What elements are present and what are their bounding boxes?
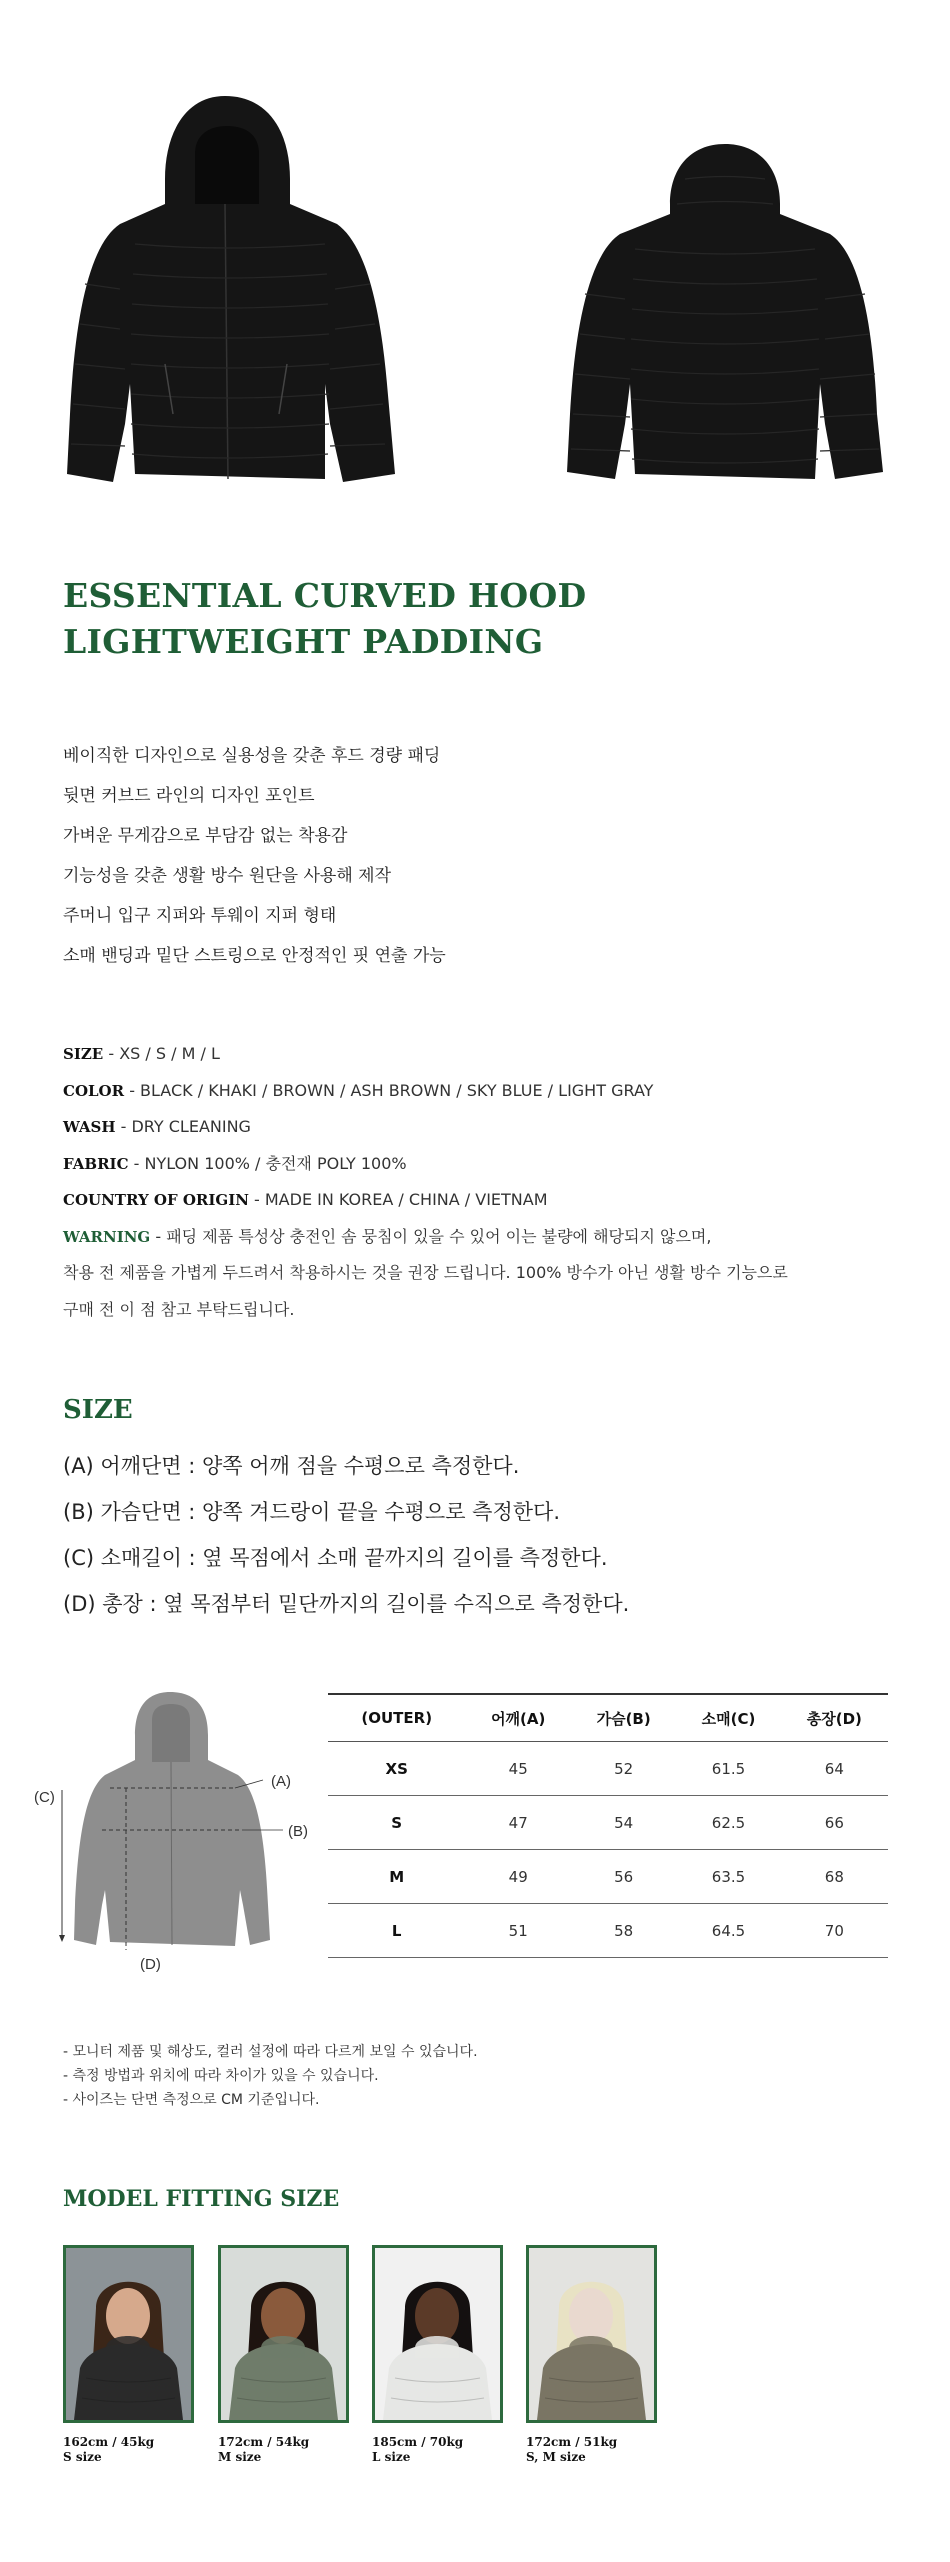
table-header: 가슴(B) bbox=[571, 1694, 676, 1742]
measurement-line: (D) 총장 : 옆 목점부터 밑단까지의 길이를 수직으로 측정한다. bbox=[63, 1592, 630, 1616]
model-photo bbox=[63, 2245, 194, 2423]
size-heading: SIZE bbox=[63, 1395, 133, 1425]
spec-value: - BLACK / KHAKI / BROWN / ASH BROWN / SKY BLUE / LIGHT GRAY bbox=[129, 1080, 654, 1100]
spec-warning bbox=[63, 1219, 788, 1256]
product-specs bbox=[63, 1036, 788, 1328]
model-caption bbox=[526, 2435, 657, 2465]
model-photo bbox=[526, 2245, 657, 2423]
table-header: 어깨(A) bbox=[465, 1694, 571, 1742]
table-cell: 56 bbox=[571, 1850, 676, 1904]
model-stats: 172cm / 54kg bbox=[218, 2435, 310, 2449]
model-size: S, M size bbox=[526, 2450, 586, 2464]
table-header-row bbox=[328, 1694, 888, 1742]
table-header: 소매(C) bbox=[676, 1694, 780, 1742]
label-b: (B) bbox=[288, 1823, 308, 1840]
product-images bbox=[25, 84, 925, 504]
jacket-front-back-image bbox=[25, 84, 925, 504]
model-card bbox=[526, 2245, 657, 2465]
model-card bbox=[63, 2245, 194, 2465]
size-table bbox=[328, 1693, 888, 1958]
description-line: 뒷면 커브드 라인의 디자인 포인트 bbox=[63, 786, 315, 806]
model-caption bbox=[63, 2435, 194, 2465]
model-stats: 185cm / 70kg bbox=[372, 2435, 464, 2449]
table-cell: 61.5 bbox=[676, 1742, 780, 1796]
size-label-cell: XS bbox=[328, 1742, 465, 1796]
table-cell: 52 bbox=[571, 1742, 676, 1796]
size-label-cell: S bbox=[328, 1796, 465, 1850]
spec-label: COLOR bbox=[63, 1081, 125, 1100]
model-stats: 172cm / 51kg bbox=[526, 2435, 618, 2449]
size-notes bbox=[63, 2040, 478, 2112]
measurement-line: (C) 소매길이 : 옆 목점에서 소매 끝까지의 길이를 측정한다. bbox=[63, 1546, 608, 1570]
spec-label: COUNTRY OF ORIGIN bbox=[63, 1191, 249, 1209]
table-header: 총장(D) bbox=[781, 1694, 888, 1742]
model-photo bbox=[372, 2245, 503, 2423]
jacket-diagram-image bbox=[30, 1690, 330, 1980]
model-caption bbox=[218, 2435, 349, 2465]
table-cell: 54 bbox=[571, 1796, 676, 1850]
table-row bbox=[328, 1850, 888, 1904]
spec-fabric bbox=[63, 1146, 788, 1183]
measurement-line: (A) 어깨단면 : 양쪽 어깨 점을 수평으로 측정한다. bbox=[63, 1454, 520, 1478]
table-cell: 64.5 bbox=[676, 1904, 780, 1958]
measurement-line: (B) 가슴단면 : 양쪽 겨드랑이 끝을 수평으로 측정한다. bbox=[63, 1500, 560, 1524]
model-fitting-heading: MODEL FITTING SIZE bbox=[63, 2186, 340, 2212]
spec-label: WASH bbox=[63, 1118, 116, 1136]
model-stats: 162cm / 45kg bbox=[63, 2435, 155, 2449]
table-cell: 63.5 bbox=[676, 1850, 780, 1904]
spec-value: - 패딩 제품 특성상 충전인 솜 뭉침이 있을 수 있어 이는 불량에 해당되지 않으며, bbox=[155, 1226, 712, 1246]
description-line: 주머니 입구 지퍼와 투웨이 지퍼 형태 bbox=[63, 906, 337, 926]
table-cell: 66 bbox=[781, 1796, 888, 1850]
table-cell: 64 bbox=[781, 1742, 888, 1796]
table-row bbox=[328, 1796, 888, 1850]
model-size: L size bbox=[372, 2450, 411, 2464]
spec-origin bbox=[63, 1182, 788, 1219]
jacket-front-view bbox=[67, 96, 395, 482]
note-line: - 모니터 제품 및 해상도, 컬러 설정에 따라 다르게 보일 수 있습니다. bbox=[63, 2044, 478, 2060]
spec-size bbox=[63, 1036, 788, 1073]
description-line: 기능성을 갖춘 생활 방수 원단을 사용해 제작 bbox=[63, 866, 392, 886]
table-cell: 58 bbox=[571, 1904, 676, 1958]
product-title: ESSENTIAL CURVED HOOD LIGHTWEIGHT PADDING bbox=[63, 576, 587, 661]
table-cell: 49 bbox=[465, 1850, 571, 1904]
spec-value: - MADE IN KOREA / CHINA / VIETNAM bbox=[254, 1190, 548, 1209]
description-line: 베이직한 디자인으로 실용성을 갖춘 후드 경량 패딩 bbox=[63, 746, 441, 766]
description-line: 가벼운 무게감으로 부담감 없는 착용감 bbox=[63, 826, 348, 846]
size-label-cell: M bbox=[328, 1850, 465, 1904]
product-description bbox=[63, 736, 446, 976]
model-size: S size bbox=[63, 2450, 102, 2464]
label-a: (A) bbox=[271, 1773, 291, 1790]
table-cell: 70 bbox=[781, 1904, 888, 1958]
model-photo bbox=[218, 2245, 349, 2423]
label-c: (C) bbox=[34, 1789, 55, 1806]
note-line: - 사이즈는 단면 측정으로 CM 기준입니다. bbox=[63, 2092, 320, 2108]
spec-value: - NYLON 100% / 충전재 POLY 100% bbox=[133, 1153, 407, 1173]
model-size: M size bbox=[218, 2450, 262, 2464]
warning-text-line: 구매 전 이 점 참고 부탁드립니다. bbox=[63, 1299, 295, 1319]
table-cell: 45 bbox=[465, 1742, 571, 1796]
table-row bbox=[328, 1904, 888, 1958]
measurement-guide bbox=[63, 1443, 629, 1627]
warning-label: WARNING bbox=[63, 1227, 151, 1246]
spec-label: SIZE bbox=[63, 1045, 104, 1063]
model-caption bbox=[372, 2435, 503, 2465]
size-label-cell: L bbox=[328, 1904, 465, 1958]
spec-value: - DRY CLEANING bbox=[120, 1117, 251, 1136]
note-line: - 측정 방법과 위치에 따라 차이가 있을 수 있습니다. bbox=[63, 2068, 379, 2084]
size-diagram bbox=[30, 1690, 330, 1980]
spec-value: - XS / S / M / L bbox=[108, 1044, 220, 1063]
table-cell: 51 bbox=[465, 1904, 571, 1958]
table-cell: 47 bbox=[465, 1796, 571, 1850]
spec-label: FABRIC bbox=[63, 1154, 129, 1173]
label-d: (D) bbox=[140, 1956, 161, 1973]
jacket-back-view bbox=[567, 144, 883, 479]
spec-color bbox=[63, 1073, 788, 1110]
spec-wash bbox=[63, 1109, 788, 1146]
table-header: (OUTER) bbox=[328, 1694, 465, 1742]
table-row bbox=[328, 1742, 888, 1796]
model-card bbox=[372, 2245, 503, 2465]
warning-text-line: 착용 전 제품을 가볍게 두드려서 착용하시는 것을 권장 드립니다. 100% 방수가 아닌 생활 방수 기능으로 bbox=[63, 1263, 788, 1282]
table-cell: 62.5 bbox=[676, 1796, 780, 1850]
table-cell: 68 bbox=[781, 1850, 888, 1904]
model-card bbox=[218, 2245, 349, 2465]
description-line: 소매 밴딩과 밑단 스트링으로 안정적인 핏 연출 가능 bbox=[63, 946, 446, 966]
